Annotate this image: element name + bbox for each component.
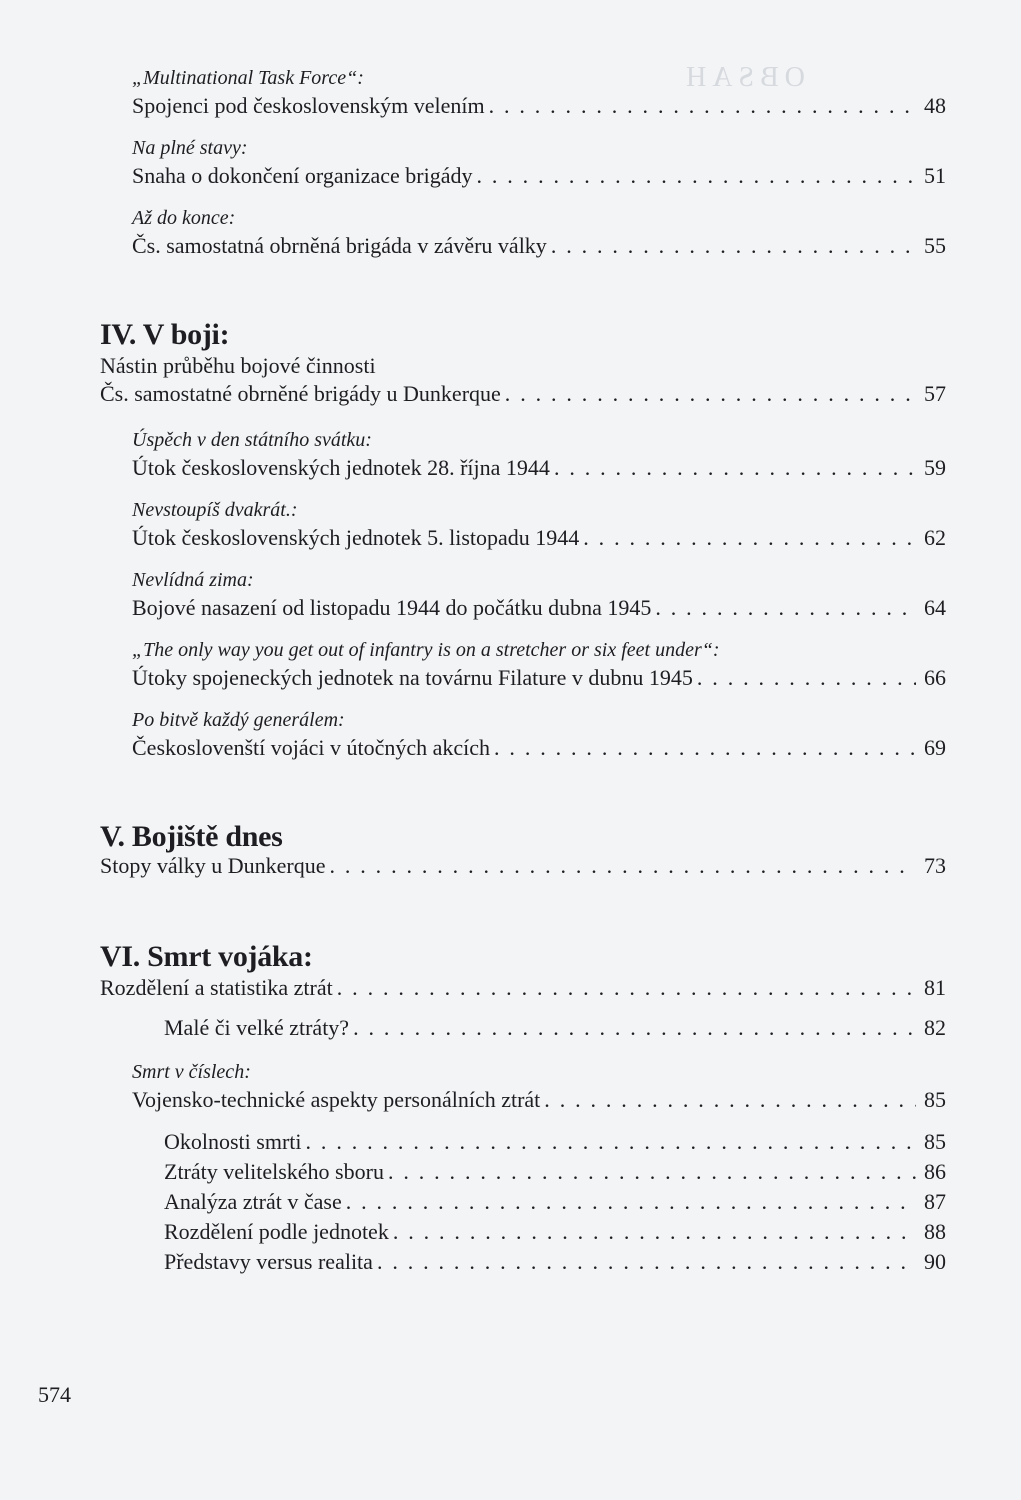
entry-page: 86 — [924, 1159, 946, 1184]
entry-row — [132, 454, 946, 484]
entry-page: 85 — [924, 1087, 946, 1112]
toc-entry — [100, 352, 946, 410]
entry-row — [132, 1086, 946, 1116]
dot-leader — [377, 1248, 916, 1276]
toc-entry — [132, 638, 946, 694]
entry-subtitle: Po bitvě každý generálem: — [132, 709, 345, 731]
entry-title: Čs. samostatná obrněná brigáda v závěru války — [132, 233, 547, 258]
entry-title: Útok československých jednotek 28. října 1944 — [132, 455, 550, 480]
entry-title: Rozdělení podle jednotek — [164, 1219, 389, 1244]
entry-row — [164, 1248, 946, 1278]
entry-title: Spojenci pod československým velením — [132, 93, 485, 118]
dot-leader — [388, 1158, 916, 1186]
toc-entry — [132, 206, 946, 262]
dot-leader — [583, 524, 916, 552]
toc-entry — [100, 974, 946, 1004]
entry-title: Ztráty velitelského sboru — [164, 1159, 384, 1184]
entry-page: 85 — [924, 1129, 946, 1154]
dot-leader — [393, 1218, 916, 1246]
dot-leader — [346, 1188, 916, 1216]
entry-page: 82 — [924, 1015, 946, 1040]
entry-row — [100, 852, 946, 882]
toc-entry — [132, 498, 946, 554]
toc-entry — [132, 708, 946, 764]
entry-page: 59 — [924, 455, 946, 480]
toc-entry — [132, 66, 946, 122]
entry-page: 90 — [924, 1249, 946, 1274]
entry-title: Rozdělení a statistika ztrát — [100, 975, 333, 1000]
entry-subtitle: Nevlídná zima: — [132, 569, 254, 591]
entry-row — [132, 92, 946, 122]
entry-page: 48 — [924, 93, 946, 118]
dot-leader — [329, 852, 916, 880]
section-heading-v: V. Bojiště dnes — [100, 820, 283, 853]
entry-row — [100, 380, 946, 410]
entry-row — [164, 1128, 946, 1158]
entry-title: Útoky spojeneckých jednotek na továrnu Filature v dubnu 1945 — [132, 665, 693, 690]
entry-title: Českoslovenští vojáci v útočných akcích — [132, 735, 491, 760]
entry-page: 66 — [924, 665, 946, 690]
dot-leader — [306, 1128, 916, 1156]
dot-leader — [494, 734, 916, 762]
dot-leader — [697, 664, 916, 692]
dot-leader — [476, 162, 916, 190]
entry-title: Vojensko-technické aspekty personálních ztrát — [132, 1087, 541, 1112]
dot-leader — [554, 454, 916, 482]
entry-title: Analýza ztrát v čase — [164, 1189, 342, 1214]
entry-page: 87 — [924, 1189, 946, 1214]
entry-page: 73 — [924, 853, 946, 878]
dot-leader — [505, 380, 916, 408]
entry-subtitle: „Multinational Task Force“: — [132, 67, 364, 89]
toc-entry — [100, 852, 946, 882]
entry-row — [164, 1218, 946, 1248]
entry-title-line1: Nástin průběhu bojové činnosti — [100, 353, 376, 378]
entry-row — [100, 974, 946, 1004]
entry-title: Představy versus realita — [164, 1249, 373, 1274]
dot-leader — [544, 1086, 916, 1114]
dot-leader — [337, 974, 916, 1002]
entry-page: 51 — [924, 163, 946, 188]
toc-sublist — [164, 1128, 946, 1278]
entry-page: 81 — [924, 975, 946, 1000]
entry-page: 55 — [924, 233, 946, 258]
entry-title: Útok československých jednotek 5. listopadu 1944 — [132, 525, 580, 550]
entry-title: Okolnosti smrti — [164, 1129, 302, 1154]
entry-row — [132, 232, 946, 262]
entry-row — [132, 162, 946, 192]
toc-entry — [132, 1060, 946, 1116]
entry-row — [132, 734, 946, 764]
entry-title: Stopy války u Dunkerque — [100, 853, 326, 878]
entry-title: Snaha o dokončení organizace brigády — [132, 163, 473, 188]
entry-page: 69 — [924, 735, 946, 760]
toc-entry — [132, 136, 946, 192]
entry-subtitle: „The only way you get out of infantry is on a stretcher or six feet under“: — [132, 639, 720, 661]
section-heading-iv: IV. V boji: — [100, 318, 230, 351]
entry-subtitle: Na plné stavy: — [132, 137, 248, 159]
entry-row — [132, 594, 946, 624]
entry-subtitle: Nevstoupíš dvakrát.: — [132, 499, 298, 521]
entry-title: Malé či velké ztráty? — [164, 1015, 350, 1040]
entry-page: 57 — [924, 381, 946, 406]
dot-leader — [551, 232, 916, 260]
entry-row — [132, 664, 946, 694]
entry-row — [164, 1158, 946, 1188]
show-through-title: OBSAH — [680, 62, 805, 93]
entry-page: 88 — [924, 1219, 946, 1244]
entry-page: 62 — [924, 525, 946, 550]
entry-page: 64 — [924, 595, 946, 620]
toc-entry — [164, 1014, 946, 1044]
entry-row — [132, 524, 946, 554]
entry-subtitle: Až do konce: — [132, 207, 236, 229]
dot-leader — [489, 92, 916, 120]
entry-title: Bojové nasazení od listopadu 1944 do počátku dubna 1945 — [132, 595, 652, 620]
entry-title: Čs. samostatné obrněné brigády u Dunkerque — [100, 381, 501, 406]
dot-leader — [655, 594, 916, 622]
toc-entry — [132, 428, 946, 484]
toc-entry — [132, 568, 946, 624]
entry-row — [164, 1014, 946, 1044]
entry-subtitle: Úspěch v den státního svátku: — [132, 429, 372, 451]
entry-row — [164, 1188, 946, 1218]
section-heading-vi: VI. Smrt vojáka: — [100, 940, 313, 973]
page-number: 574 — [38, 1382, 71, 1407]
dot-leader — [353, 1014, 916, 1042]
entry-subtitle: Smrt v číslech: — [132, 1061, 251, 1083]
